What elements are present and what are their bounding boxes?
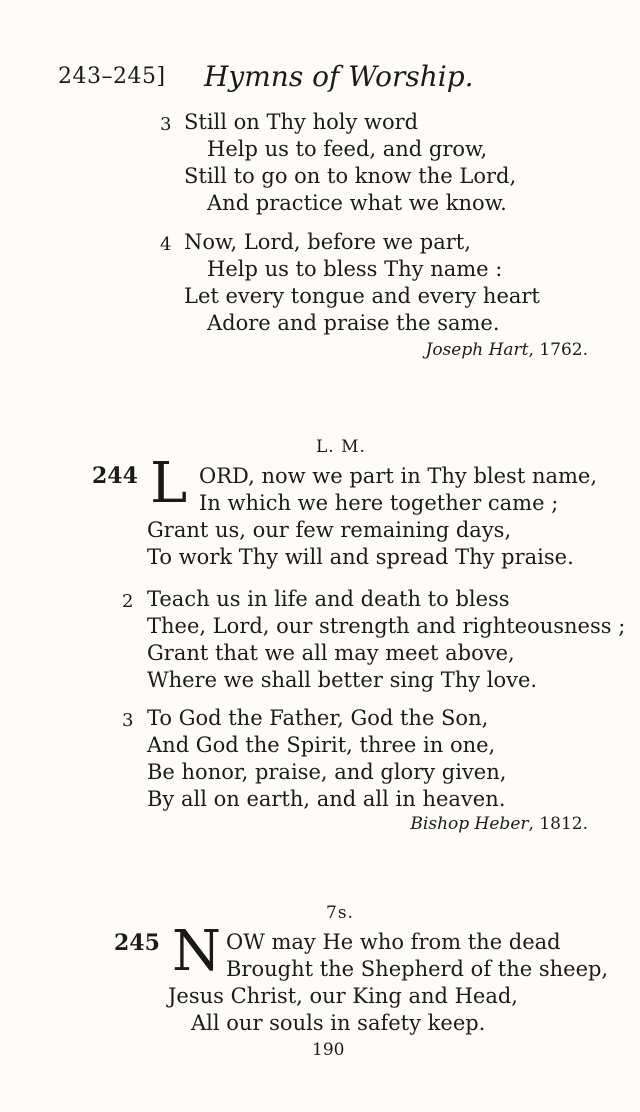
- meter-label: L. M.: [316, 437, 366, 457]
- hymn-line: Thee, Lord, our strength and righteousness ;: [147, 614, 626, 638]
- hymn-line: ORD, now we part in Thy blest name,: [199, 464, 598, 488]
- author-attribution: [410, 814, 588, 834]
- hymn-line: Now, Lord, before we part,: [184, 230, 471, 254]
- author-name: Bishop Heber: [410, 814, 529, 834]
- hymn-line: Grant that we all may meet above,: [147, 641, 515, 665]
- hymn-number: 244: [92, 463, 138, 489]
- meter-label: 7s.: [326, 903, 354, 923]
- author-attribution: [426, 340, 588, 360]
- hymn-line: Let every tongue and every heart: [184, 284, 540, 308]
- stanza-number: 2: [122, 591, 134, 612]
- stanza-number: 3: [122, 710, 134, 731]
- hymn-line: Still on Thy holy word: [184, 110, 419, 134]
- stanza-number: 4: [160, 234, 172, 255]
- hymn-line: Help us to feed, and grow,: [207, 137, 488, 161]
- author-year: , 1762.: [528, 340, 588, 360]
- page-number: 190: [312, 1040, 345, 1060]
- hymn-line: Where we shall better sing Thy love.: [147, 668, 538, 692]
- author-name: Joseph Hart: [425, 340, 529, 360]
- author-year: , 1812.: [528, 814, 588, 834]
- hymn-line: To work Thy will and spread Thy praise.: [147, 545, 574, 569]
- hymn-line: To God the Father, God the Son,: [147, 706, 489, 730]
- hymn-line: Teach us in life and death to bless: [147, 587, 510, 611]
- hymn-number: 245: [114, 930, 160, 956]
- running-head-range: 243–245]: [58, 64, 166, 89]
- hymn-line: In which we here together came ;: [199, 491, 559, 515]
- hymn-line: Be honor, praise, and glory given,: [147, 760, 507, 784]
- hymn-line: Adore and praise the same.: [207, 311, 500, 335]
- running-head-title: Hymns of Worship.: [204, 60, 474, 93]
- hymn-line: All our souls in safety keep.: [191, 1011, 486, 1035]
- drop-cap: N: [172, 919, 221, 984]
- hymn-line: Grant us, our few remaining days,: [147, 518, 512, 542]
- hymn-line: And practice what we know.: [207, 191, 507, 215]
- hymn-line: By all on earth, and all in heaven.: [147, 787, 506, 811]
- hymn-line: Brought the Shepherd of the sheep,: [226, 957, 609, 981]
- hymn-line: Still to go on to know the Lord,: [184, 164, 517, 188]
- drop-cap: L: [150, 451, 188, 516]
- stanza-number: 3: [160, 114, 172, 135]
- hymn-line: Help us to bless Thy name :: [207, 257, 503, 281]
- hymn-line: And God the Spirit, three in one,: [147, 733, 496, 757]
- hymn-line: Jesus Christ, our King and Head,: [168, 984, 518, 1008]
- hymn-line: OW may He who from the dead: [226, 930, 561, 954]
